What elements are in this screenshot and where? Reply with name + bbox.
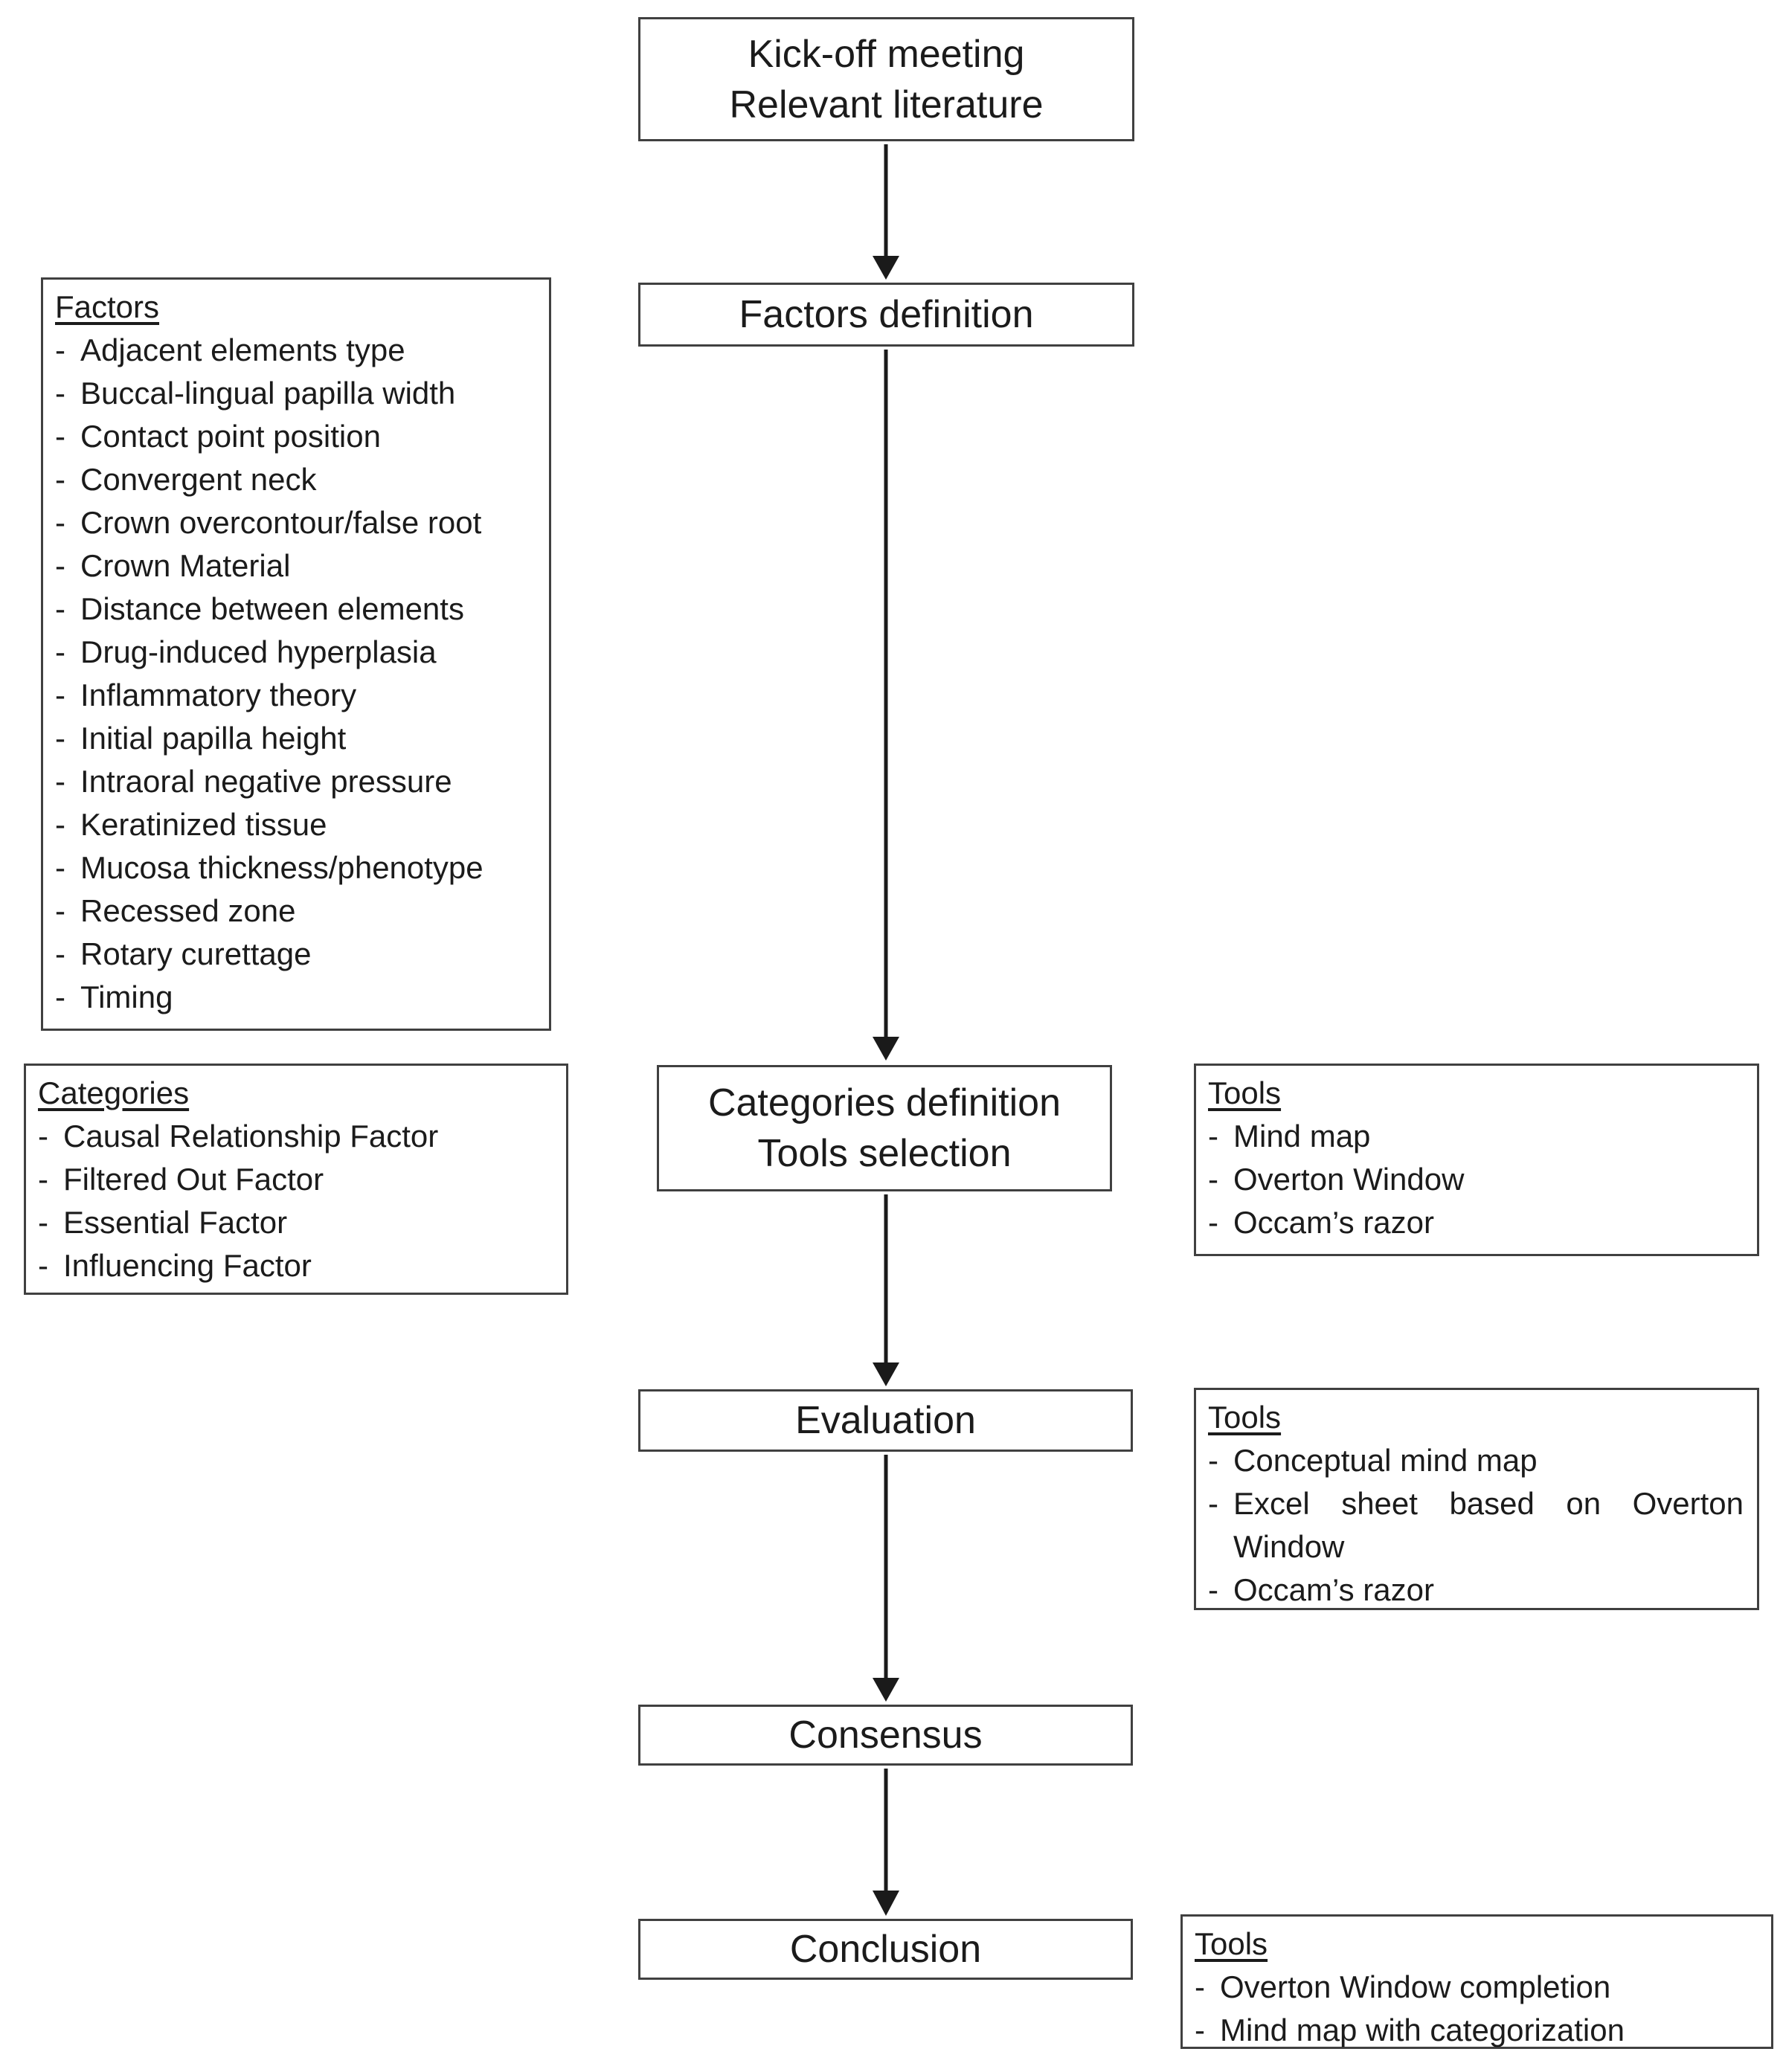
kickoff-box [638, 17, 1134, 141]
list-item [55, 372, 536, 415]
list-item [55, 329, 536, 372]
tools-list-items [1195, 1966, 1758, 2052]
list-item-dash: - [38, 1205, 48, 1240]
tools-list-title: Tools [1195, 1926, 1268, 1961]
list-item [38, 1201, 553, 1244]
tools-list-items [1208, 1115, 1744, 1244]
tools-list-box-categories [1194, 1064, 1759, 1256]
list-item-text: Buccal-lingual papilla width [80, 376, 456, 411]
list-item [55, 458, 536, 501]
tools-list-items [1208, 1439, 1744, 1612]
list-item [1208, 1569, 1744, 1612]
arrow-consensus-to-conclusion [873, 1769, 899, 1916]
list-item [55, 588, 536, 631]
list-item-text: Causal Relationship Factor [63, 1119, 439, 1154]
list-item-dash: - [55, 979, 65, 1014]
list-item [38, 1244, 553, 1287]
list-item-dash: - [1208, 1119, 1218, 1154]
factors-list-box [41, 277, 551, 1031]
list-item [55, 803, 536, 846]
list-item-dash: - [1195, 2013, 1205, 2047]
list-item-text: Timing [80, 979, 173, 1014]
conclusion-box [638, 1919, 1133, 1980]
list-item [55, 933, 536, 976]
consensus-label: Consensus [788, 1714, 983, 1757]
list-item [55, 760, 536, 803]
tools-list-box-conclusion [1180, 1914, 1773, 2049]
consensus-box [638, 1705, 1133, 1766]
list-item [1208, 1439, 1744, 1482]
tools-list-title: Tools [1208, 1075, 1282, 1110]
list-item-dash: - [55, 893, 65, 928]
tools-list-title: Tools [1208, 1400, 1282, 1435]
list-item-text: Convergent neck [80, 462, 317, 497]
list-item-text: Rotary curettage [80, 936, 312, 971]
categories-list-box [24, 1064, 568, 1295]
list-item-dash: - [55, 764, 65, 799]
list-item-text: Essential Factor [63, 1205, 288, 1240]
kickoff-line1: Kick-off meeting [748, 32, 1025, 76]
list-item-dash: - [55, 591, 65, 626]
list-item-dash: - [55, 807, 65, 842]
factors-list-items [55, 329, 536, 1019]
list-item-dash: - [55, 332, 65, 367]
factors-definition-label: Factors definition [739, 293, 1034, 336]
list-item [55, 415, 536, 458]
list-item-dash: - [55, 721, 65, 756]
list-item-text: Overton Window completion [1220, 1969, 1611, 2004]
list-item [55, 544, 536, 588]
list-item-text: Inflammatory theory [80, 678, 357, 712]
arrow-evaluation-to-consensus [873, 1455, 899, 1702]
list-item-dash: - [1208, 1162, 1218, 1197]
list-item [38, 1115, 553, 1158]
list-item-text: Initial papilla height [80, 721, 347, 756]
factors-list-title: Factors [55, 289, 160, 324]
list-item-text: Mucosa thickness/phenotype [80, 850, 484, 885]
kickoff-line2: Relevant literature [729, 83, 1044, 126]
list-item [55, 501, 536, 544]
list-item-text: Recessed zone [80, 893, 296, 928]
list-item [55, 674, 536, 717]
categories-list-title: Categories [38, 1075, 190, 1110]
list-item-dash: - [55, 376, 65, 411]
list-item [1208, 1482, 1744, 1569]
list-item-text: Mind map with categorization [1220, 2013, 1625, 2047]
list-item [1195, 2009, 1758, 2052]
list-item [55, 717, 536, 760]
list-item [1208, 1201, 1744, 1244]
list-item-text: Excel sheet based on Overton Window [1233, 1486, 1744, 1564]
list-item-dash: - [38, 1248, 48, 1283]
arrow-factors-definition-to-categories-definition [873, 350, 899, 1061]
arrow-kickoff-to-factors-definition [873, 144, 899, 280]
list-item-dash: - [55, 936, 65, 971]
list-item-dash: - [1208, 1486, 1218, 1521]
list-item-text: Crown Material [80, 548, 291, 583]
categories-list-items [38, 1115, 553, 1287]
list-item-text: Conceptual mind map [1233, 1443, 1538, 1478]
list-item-dash: - [55, 850, 65, 885]
list-item-text: Mind map [1233, 1119, 1371, 1154]
list-item-text: Contact point position [80, 419, 381, 454]
conclusion-label: Conclusion [789, 1928, 982, 1971]
list-item-text: Filtered Out Factor [63, 1162, 324, 1197]
list-item-dash: - [1208, 1443, 1218, 1478]
list-item-text: Distance between elements [80, 591, 464, 626]
evaluation-label: Evaluation [795, 1399, 976, 1442]
list-item-text: Crown overcontour/false root [80, 505, 482, 540]
list-item-dash: - [1208, 1205, 1218, 1240]
list-item [38, 1158, 553, 1201]
factors-definition-box [638, 283, 1134, 347]
list-item-text: Intraoral negative pressure [80, 764, 452, 799]
list-item-dash: - [55, 462, 65, 497]
list-item-text: Occam’s razor [1233, 1205, 1434, 1240]
list-item-dash: - [38, 1119, 48, 1154]
tools-list-box-evaluation [1194, 1388, 1759, 1610]
list-item [1208, 1115, 1744, 1158]
categories-definition-line1: Categories definition [707, 1081, 1061, 1125]
list-item-dash: - [55, 678, 65, 712]
list-item-dash: - [55, 548, 65, 583]
list-item-dash: - [38, 1162, 48, 1197]
evaluation-box [638, 1389, 1133, 1452]
list-item-dash: - [55, 634, 65, 669]
list-item [55, 889, 536, 933]
categories-definition-line2: Tools selection [757, 1132, 1012, 1175]
list-item-dash: - [55, 419, 65, 454]
categories-definition-box [657, 1065, 1112, 1191]
list-item-text: Occam’s razor [1233, 1572, 1434, 1607]
arrow-categories-definition-to-evaluation [873, 1194, 899, 1386]
list-item-text: Overton Window [1233, 1162, 1465, 1197]
list-item-text: Influencing Factor [63, 1248, 312, 1283]
list-item [1208, 1158, 1744, 1201]
list-item [55, 631, 536, 674]
list-item-dash: - [1208, 1572, 1218, 1607]
list-item-text: Adjacent elements type [80, 332, 405, 367]
list-item [55, 976, 536, 1019]
list-item-dash: - [1195, 1969, 1205, 2004]
list-item-text: Drug-induced hyperplasia [80, 634, 437, 669]
list-item [55, 846, 536, 889]
list-item [1195, 1966, 1758, 2009]
list-item-dash: - [55, 505, 65, 540]
list-item-text: Keratinized tissue [80, 807, 327, 842]
